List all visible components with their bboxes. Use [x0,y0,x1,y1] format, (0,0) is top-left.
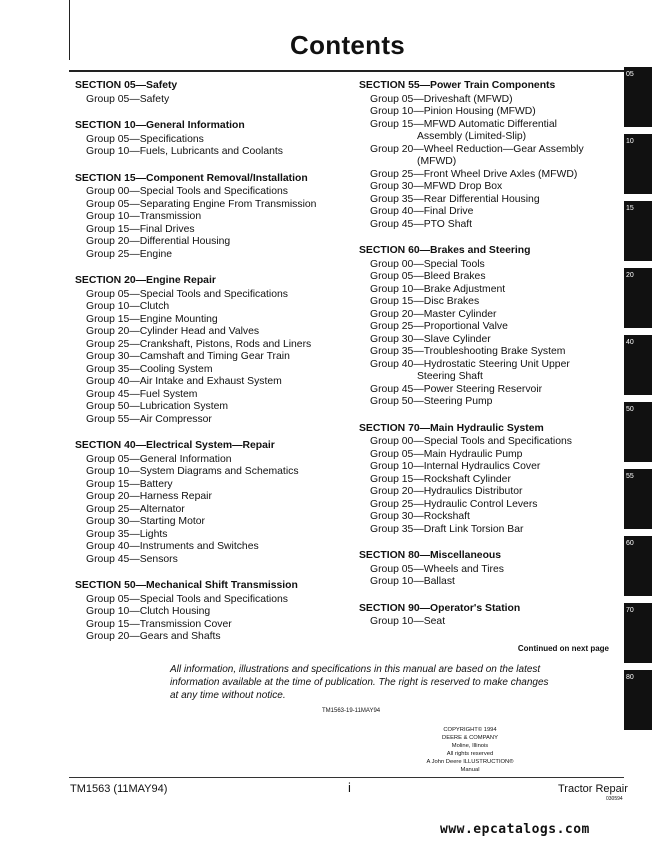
toc-group-entry: Group 50—Steering Pump [370,396,493,407]
section-heading: SECTION 40—Electrical System—Repair [75,440,275,451]
toc-group-entry: Group 25—Engine [86,248,173,260]
copyright-block [420,726,520,774]
toc-group-entry: Group 30—Slave Cylinder [370,333,491,345]
section-tab[interactable] [624,335,652,395]
toc-group-entry: Group 10—Clutch [86,301,170,312]
toc-section [75,580,345,644]
section-tab[interactable] [624,268,652,328]
toc-section [359,80,617,231]
doc-code: TM1563-19-11MAY94 [322,708,381,714]
section-tab-label: 55 [626,473,634,480]
toc-group-entry: Group 15—Final Drives [86,223,195,235]
toc-group-entry: Group 40—Instruments and Switches [86,541,259,552]
toc-group-entry: Group 15—Rockshaft Cylinder [370,473,511,485]
toc-group-entry: Group 35—Lights [86,528,168,540]
toc-section [359,603,617,629]
footer-code: 030594 [606,796,623,802]
toc-group-entry: Group 20—Wheel Reduction—Gear Assembly [370,143,584,155]
page-title: Contents [290,30,406,60]
toc-group-entry: Group 25—Front Wheel Drive Axles (MFWD) [370,168,578,180]
toc-group-entry: Group 40—Final Drive [370,206,474,217]
toc-group-entry: Group 10—Brake Adjustment [370,283,506,295]
section-tab-label: 05 [626,71,634,78]
toc-group-entry: Group 45—Fuel System [86,388,198,400]
section-tab-label: 50 [626,406,634,413]
toc-group-entry: Group 05—Safety [86,93,170,105]
toc-group-entry: Group 05—Separating Engine From Transmission [86,198,317,210]
footer-divider [69,777,624,778]
toc-group-entry: Group 45—PTO Shaft [370,218,473,230]
toc-section [359,423,617,537]
watermark-url: www.epcatalogs.com [440,822,590,837]
toc-group-entry: Steering Shaft [417,371,483,382]
toc-group-entry: Group 35—Rear Differential Housing [370,193,540,205]
toc-section [75,173,345,262]
section-tab-label: 60 [626,540,634,547]
section-heading: SECTION 15—Component Removal/Installation [75,172,308,184]
toc-group-entry: Group 45—Power Steering Reservoir [370,383,543,395]
toc-group-entry: Group 10—Ballast [370,576,455,587]
footer-manual-id: TM1563 (11MAY94) [70,783,168,795]
section-tab-label: 40 [626,339,634,346]
toc-group-entry: Group 20—Harness Repair [86,491,212,502]
section-heading: SECTION 90—Operator's Station [359,602,521,614]
copyright-line: Moline, Illinois [451,743,489,749]
toc-group-entry: Group 20—Differential Housing [86,236,231,247]
copyright-line: All rights reserved [446,751,494,757]
continued-note: Continued on next page [517,643,609,653]
toc-group-entry: Group 20—Gears and Shafts [86,631,221,642]
section-tab-label: 20 [626,272,634,279]
toc-group-entry: Group 30—MFWD Drop Box [370,181,503,192]
toc-group-entry: Group 10—Fuels, Lubricants and Coolants [86,146,283,157]
toc-group-entry: Group 10—Internal Hydraulics Cover [370,461,541,472]
toc-group-entry: Group 55—Air Compressor [86,413,212,425]
toc-group-entry: Group 15—Engine Mounting [86,313,218,325]
toc-group-entry: Group 10—System Diagrams and Schematics [86,466,299,477]
section-tab[interactable] [624,670,652,730]
toc-group-entry: Group 10—Pinion Housing (MFWD) [370,106,536,117]
toc-group-entry: Group 35—Troubleshooting Brake System [370,346,566,357]
toc-group-entry: Group 15—Disc Brakes [370,296,480,307]
section-tab[interactable] [624,469,652,529]
section-heading: SECTION 70—Main Hydraulic System [359,422,544,434]
toc-group-entry: Group 25—Proportional Valve [370,321,508,332]
section-heading: SECTION 60—Brakes and Steering [359,245,531,256]
section-tab-label: 10 [626,138,634,145]
toc-group-entry: Group 05—General Information [86,453,232,465]
toc-group-entry: Group 45—Sensors [86,553,178,565]
toc-section [359,245,617,409]
copyright-line: COPYRIGHT© 1994 [443,727,497,733]
toc-group-entry: Group 25—Hydraulic Control Levers [370,498,538,510]
section-tabs [624,67,652,715]
section-heading: SECTION 10—General Information [75,120,245,131]
toc-group-entry: Group 30—Camshaft and Timing Gear Train [86,351,290,362]
toc-group-entry: Group 25—Alternator [86,503,185,515]
section-tab-label: 70 [626,607,634,614]
toc-group-entry: Group 05—Specifications [86,133,204,145]
section-tab[interactable] [624,67,652,127]
copyright-line: A John Deere ILLUSTRUCTION® Manual [426,759,514,773]
toc-group-entry: Group 05—Wheels and Tires [370,563,504,575]
section-tab-label: 80 [626,674,634,681]
footer-page-number: i [348,780,351,795]
section-tab[interactable] [624,402,652,462]
toc-group-entry: Assembly (Limited-Slip) [417,131,527,142]
toc-group-entry: Group 20—Master Cylinder [370,308,497,320]
left-column [75,80,345,658]
section-heading: SECTION 20—Engine Repair [75,275,216,286]
toc-group-entry: Group 15—MFWD Automatic Differential [370,118,557,130]
toc-group-entry: Group 10—Transmission [86,211,202,222]
toc-group-entry: Group 40—Air Intake and Exhaust System [86,376,282,387]
section-tab[interactable] [624,536,652,596]
toc-group-entry: Group 30—Starting Motor [86,516,205,527]
toc-group-entry: Group 35—Cooling System [86,363,213,375]
toc-section [75,120,345,159]
toc-group-entry: Group 05—Bleed Brakes [370,271,486,282]
section-tab[interactable] [624,134,652,194]
footer-title: Tractor Repair [558,783,628,795]
toc-group-entry: Group 05—Special Tools and Specifications [86,593,288,605]
toc-group-entry: Group 15—Battery [86,478,173,490]
toc-group-entry: (MFWD) [417,156,457,167]
toc-group-entry: Group 30—Rockshaft [370,511,470,522]
toc-group-entry: Group 25—Crankshaft, Pistons, Rods and Liners [86,338,312,350]
section-tab[interactable] [624,201,652,261]
toc-group-entry: Group 20—Cylinder Head and Valves [86,326,260,337]
title-divider [69,70,624,72]
toc-group-entry: Group 50—Lubrication System [86,401,229,412]
section-heading: SECTION 50—Mechanical Shift Transmission [75,580,298,591]
toc-group-entry: Group 20—Hydraulics Distributor [370,486,523,497]
section-heading: SECTION 55—Power Train Components [359,80,556,91]
toc-section [75,275,345,426]
toc-group-entry: Group 10—Clutch Housing [86,606,211,617]
copyright-line: DEERE & COMPANY [442,735,498,741]
page-border-left [69,0,70,60]
section-tab[interactable] [624,603,652,663]
toc-group-entry: Group 00—Special Tools and Specifications [370,436,572,447]
toc-section [75,440,345,566]
toc-section [75,80,345,106]
publication-notice: All information, illustrations and specifications in this manual are based on the latest information available at the time of publication. The right is reserved to make changes at any time without notice. [170,664,549,701]
right-column [359,80,617,655]
toc-group-entry: Group 15—Transmission Cover [86,618,232,630]
toc-group-entry: Group 05—Special Tools and Specifications [86,288,288,300]
toc-section [359,550,617,589]
section-heading: SECTION 05—Safety [75,80,178,91]
toc-group-entry: Group 35—Draft Link Torsion Bar [370,523,524,535]
toc-group-entry: Group 00—Special Tools [370,258,485,270]
toc-group-entry: Group 05—Main Hydraulic Pump [370,448,523,460]
toc-group-entry: Group 10—Seat [370,616,446,627]
toc-group-entry: Group 00—Special Tools and Specifications [86,186,288,197]
toc-group-entry: Group 40—Hydrostatic Steering Unit Upper [370,358,570,370]
section-heading: SECTION 80—Miscellaneous [359,550,502,561]
section-tab-label: 15 [626,205,634,212]
toc-group-entry: Group 05—Driveshaft (MFWD) [370,93,513,105]
